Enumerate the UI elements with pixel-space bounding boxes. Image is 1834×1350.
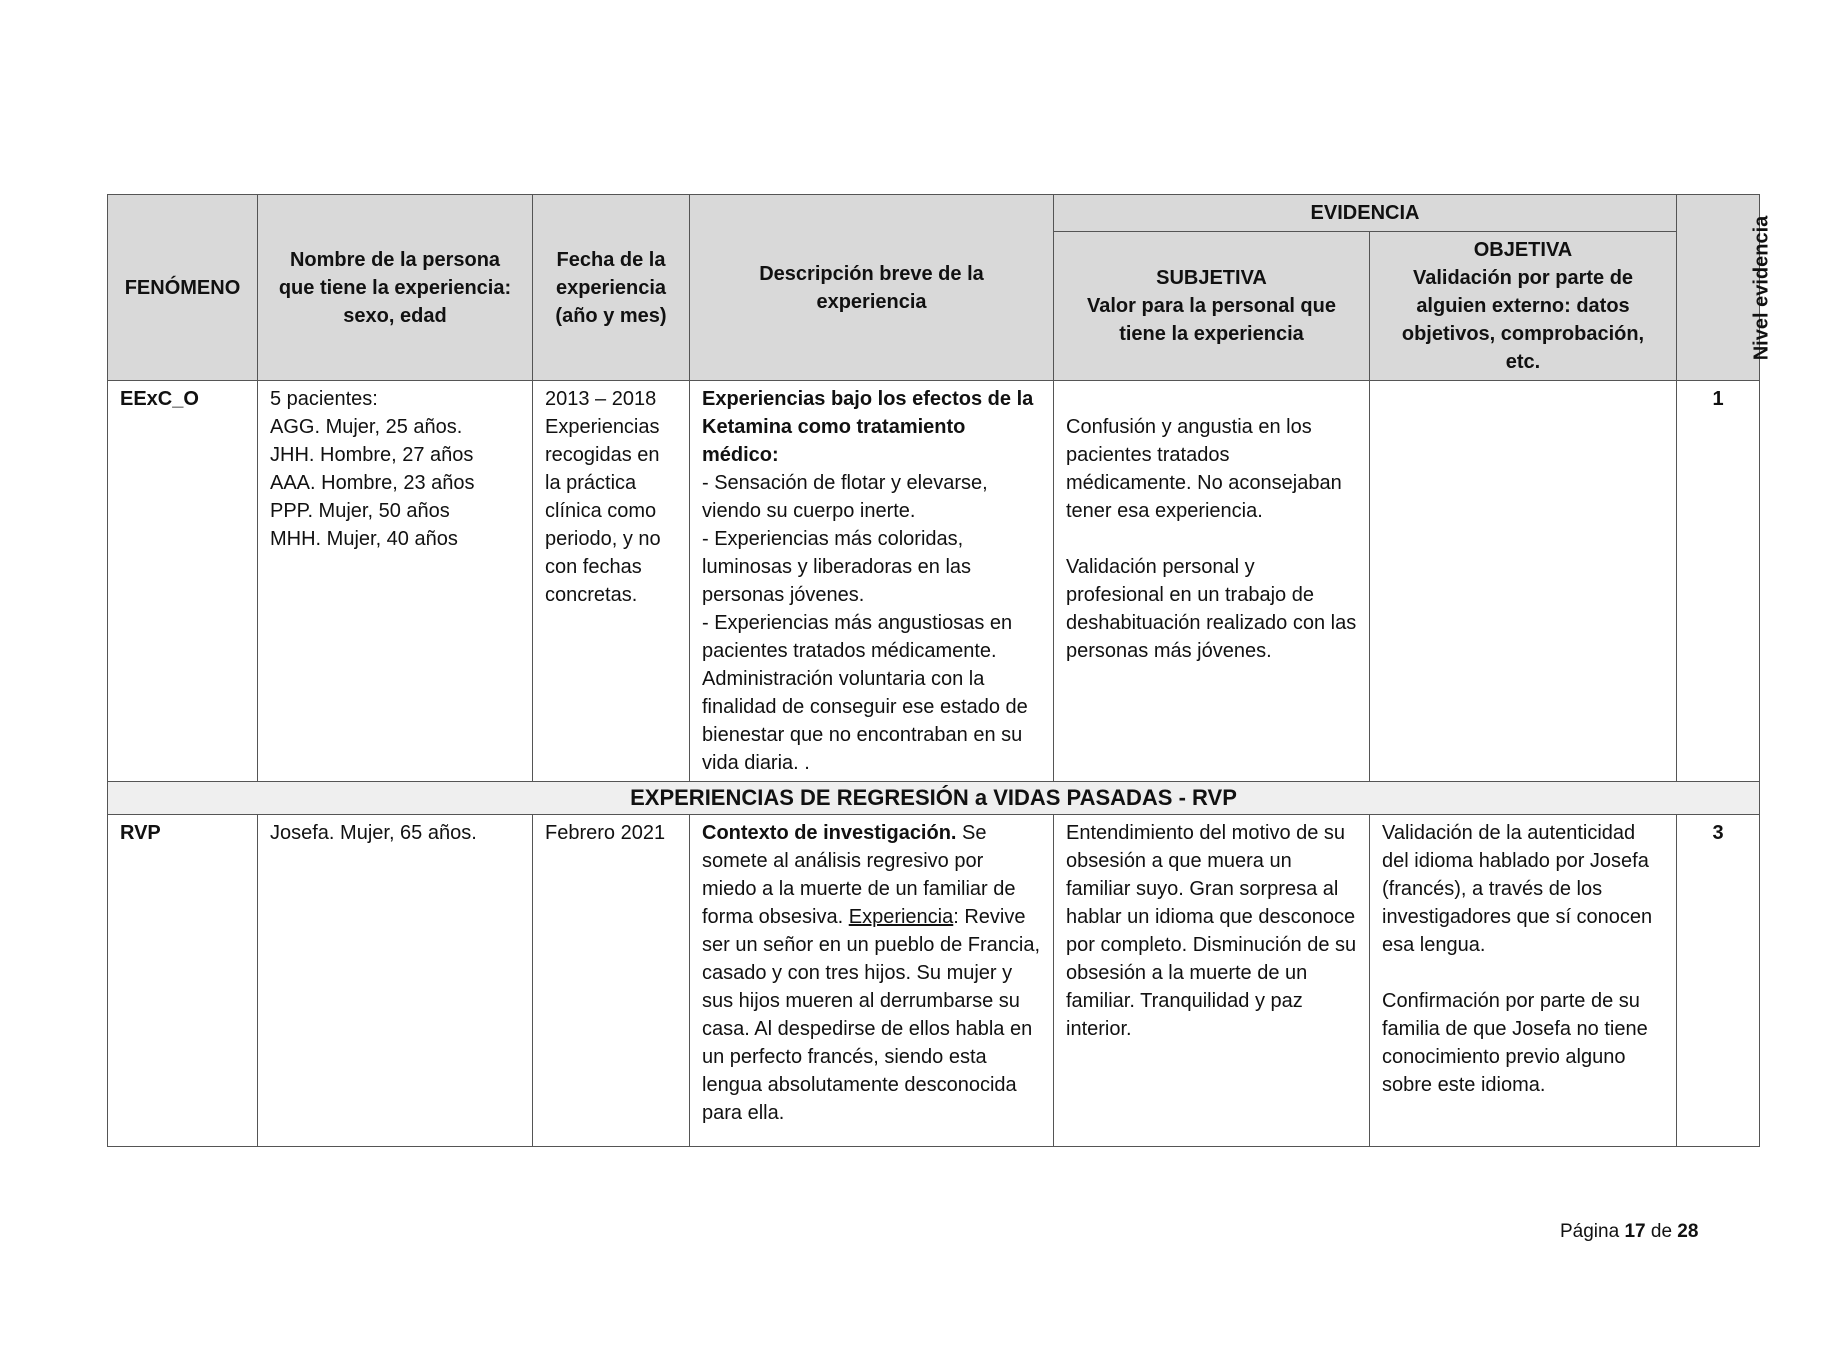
footer-total: 28 — [1677, 1221, 1699, 1242]
header-nivel-label: Nivel evidencia — [1750, 215, 1773, 360]
page-footer — [1560, 1221, 1698, 1243]
row1-persons — [258, 381, 533, 782]
row1-person-2: JHH. Hombre, 27 años — [270, 444, 474, 466]
row1-code: EExC_O — [108, 381, 258, 782]
row1-person-3: AAA. Hombre, 23 años — [270, 472, 475, 494]
row1-subjetiva-gap — [1066, 385, 1357, 413]
row1-desc-item-2: - Experiencias más angustiosas en pacientes tratados médicamente. Administración voluntaria con la finalidad de conseguir ese estado de bienestar que no encontraban en su vida diaria. . — [702, 612, 1028, 774]
header-nivel — [1677, 195, 1773, 381]
row1-date — [533, 381, 690, 782]
header-subjetiva-sub: Valor para la personal que tiene la experiencia — [1087, 295, 1336, 345]
footer-page: 17 — [1624, 1221, 1646, 1242]
header-nombre: Nombre de la persona que tiene la experiencia: sexo, edad — [258, 195, 533, 381]
row2-date: Febrero 2021 — [533, 815, 690, 1147]
row1-date-range: 2013 – 2018 — [545, 388, 657, 410]
header-row — [108, 195, 1760, 232]
footer-of: de — [1650, 1221, 1673, 1242]
header-objetiva-sub: Validación por parte de alguien externo: datos objetivos, comprobación, etc. — [1401, 267, 1645, 373]
header-fenomeno: FENÓMENO — [108, 195, 258, 381]
row2-subjetiva: Entendimiento del motivo de su obsesión a que muera un familiar suyo. Gran sorpresa al hablar un idioma que desconoce por completo. Disminución de su obsesión a la muerte de un familiar. Tranquilidad y paz interior. — [1054, 815, 1370, 1147]
section-title: EXPERIENCIAS DE REGRESIÓN a VIDAS PASADAS - RVP — [108, 782, 1760, 815]
phenomena-table — [107, 194, 1773, 1147]
header-subjetiva — [1054, 232, 1370, 381]
row1-date-note: Experiencias recogidas en la práctica clínica como periodo, y no con fechas concretas. — [545, 416, 661, 606]
row1-person-5: MHH. Mujer, 40 años — [270, 528, 458, 550]
header-evidencia: EVIDENCIA — [1054, 195, 1677, 232]
row2-person: Josefa. Mujer, 65 años. — [258, 815, 533, 1147]
table-row — [108, 815, 1760, 1147]
row1-nivel: 1 — [1677, 381, 1760, 782]
row2-objetiva-p1: Validación de la autenticidad del idioma hablado por Josefa (francés), a través de los investigadores que sí conocen esa lengua. — [1382, 822, 1653, 956]
row1-objetiva — [1370, 381, 1677, 782]
header-descripcion: Descripción breve de la experiencia — [690, 195, 1054, 381]
row2-desc-part2: : Revive ser un señor en un pueblo de Francia, casado y con tres hijos. Su mujer y sus hijos mueren al derrumbarse su casa. Al despedirse de ellos habla en un perfecto francés, siendo esta lengua absolutamente desconocida para ella. — [702, 906, 1040, 1124]
row2-desc-part1: Se somete al análisis regresivo por miedo a la muerte de un familiar de forma obsesiva. — [702, 822, 1016, 928]
header-objetiva — [1370, 232, 1677, 381]
section-row — [108, 782, 1760, 815]
row2-objetiva — [1370, 815, 1677, 1147]
row2-desc-underline: Experiencia — [848, 906, 954, 928]
row1-description — [690, 381, 1054, 782]
row1-subjetiva-gap2 — [1066, 525, 1357, 553]
row1-desc-item-1: - Experiencias más coloridas, luminosas y liberadoras en las personas jóvenes. — [702, 528, 972, 606]
row2-nivel: 3 — [1677, 815, 1760, 1147]
row1-desc-title: Experiencias bajo los efectos de la Ketamina como tratamiento médico: — [702, 388, 1034, 466]
row2-objetiva-gap — [1382, 959, 1664, 987]
row2-description — [690, 815, 1054, 1147]
row1-person-1: AGG. Mujer, 25 años. — [270, 416, 463, 438]
header-objetiva-title: OBJETIVA — [1473, 239, 1573, 261]
row2-desc-bold: Contexto de investigación. — [702, 822, 957, 844]
header-fecha: Fecha de la experiencia (año y mes) — [533, 195, 690, 381]
table-row — [108, 381, 1760, 782]
footer-label: Página — [1560, 1221, 1620, 1242]
row2-objetiva-p2: Confirmación por parte de su familia de que Josefa no tiene conocimiento previo alguno sobre este idioma. — [1382, 990, 1648, 1096]
row1-person-0: 5 pacientes: — [270, 388, 378, 410]
row2-code: RVP — [108, 815, 258, 1147]
header-subjetiva-title: SUBJETIVA — [1156, 267, 1267, 289]
row1-person-4: PPP. Mujer, 50 años — [270, 500, 450, 522]
row1-subjetiva — [1054, 381, 1370, 782]
row1-subjetiva-p1: Confusión y angustia en los pacientes tratados médicamente. No aconsejaban tener esa experiencia. — [1066, 416, 1342, 522]
row1-desc-item-0: - Sensación de flotar y elevarse, viendo su cuerpo inerte. — [702, 472, 988, 522]
row1-subjetiva-p2: Validación personal y profesional en un trabajo de deshabituación realizado con las personas más jóvenes. — [1066, 556, 1357, 662]
